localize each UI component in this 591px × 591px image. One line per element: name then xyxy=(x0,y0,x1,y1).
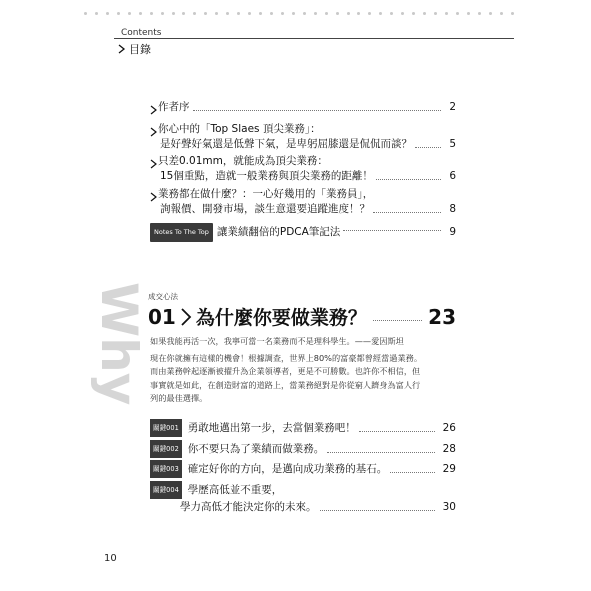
dot-leader xyxy=(415,147,441,148)
key-entry[interactable] xyxy=(150,440,456,458)
toc-entry-text: 是好聲好氣還是低聲下氣，是卑躬屈膝還是侃侃而談？ xyxy=(160,138,412,150)
dot-leader xyxy=(193,110,442,111)
chevron-right-icon xyxy=(118,44,126,54)
chapter-title: 為什麼你要做業務？ xyxy=(195,307,367,329)
key-badge: 關鍵001 xyxy=(150,419,182,437)
key-badge: 關鍵004 xyxy=(150,481,182,499)
toc-heading xyxy=(118,41,151,57)
chapter-number: 01 xyxy=(148,304,176,329)
chapter-quote: 如果我能再活一次，我寧可當一名業務而不是理科學生。——愛因斯坦 xyxy=(150,336,404,346)
toc-entry-text: 詢報價、開發市場，談生意還要追蹤進度！？ xyxy=(160,203,370,215)
dot-leader xyxy=(327,452,435,453)
toc-page-number: 2 xyxy=(449,101,456,113)
section-label: Contents xyxy=(121,28,162,38)
key-entry[interactable] xyxy=(150,460,456,478)
chapter-label: 成交心法 xyxy=(148,292,178,301)
toc-title: 目錄 xyxy=(129,43,151,56)
key-entry-text: 你不要只為了業績而做業務。 xyxy=(187,443,325,455)
key-page-number: 29 xyxy=(442,463,456,475)
chapter-heading[interactable] xyxy=(148,303,456,330)
toc-page-number: 9 xyxy=(449,226,456,238)
toc-entry[interactable] xyxy=(150,187,456,217)
chapter-paragraph xyxy=(150,352,460,406)
toc-page-number: 6 xyxy=(449,170,456,182)
dot-leader xyxy=(359,431,435,432)
key-page-number: 28 xyxy=(442,443,456,455)
paragraph-line: 列的最佳選擇。 xyxy=(150,393,208,404)
key-entry-text: 確定好你的方向，是邁向成功業務的基石。 xyxy=(187,463,388,475)
toc-entry-text: 只差0.01mm，就能成為頂尖業務： xyxy=(158,155,328,167)
toc-entry-notes[interactable] xyxy=(150,223,456,242)
toc-entry-text: 讓業績翻倍的PDCA筆記法 xyxy=(216,226,341,238)
chevron-right-icon xyxy=(150,192,158,202)
toc-entry-text: 你心中的「Top Slaes 頂尖業務」： xyxy=(158,123,321,135)
key-page-number: 30 xyxy=(442,501,456,513)
page-number: 10 xyxy=(104,553,117,564)
paragraph-line: 事實就是如此，在創造財富的道路上，當業務絕對是你從窮人躋身為富人行 xyxy=(150,379,421,390)
chevron-right-icon xyxy=(150,159,158,169)
toc-page-number: 8 xyxy=(449,203,456,215)
key-entry-text: 勇敢地邁出第一步，去當個業務吧！ xyxy=(187,422,356,434)
notes-badge: Notes To The Top xyxy=(150,223,213,242)
chapter-page-number: 23 xyxy=(428,304,456,329)
toc-entry-text: 作者序 xyxy=(158,101,190,113)
toc-entry[interactable] xyxy=(150,154,456,184)
chevron-right-icon xyxy=(180,307,192,327)
toc-entry[interactable] xyxy=(150,100,456,115)
top-dot-border xyxy=(84,12,514,20)
chevron-right-icon xyxy=(150,127,158,137)
dot-leader xyxy=(390,472,435,473)
dot-leader xyxy=(376,179,441,180)
dot-leader xyxy=(320,510,436,511)
toc-entry-text: 業務都在做什麼？：一心好幾用的「業務員」， xyxy=(158,188,374,200)
side-word-container xyxy=(90,282,150,406)
key-badge: 關鍵002 xyxy=(150,440,182,458)
key-entry-text: 學歷高低並不重要， xyxy=(187,484,283,496)
paragraph-line: 現在你就擁有這樣的機會！根據調查，世界上80%的富豪都曾經當過業務。 xyxy=(150,353,423,363)
key-badge: 關鍵003 xyxy=(150,460,182,478)
toc-entry[interactable] xyxy=(150,122,456,152)
key-page-number: 26 xyxy=(442,422,456,434)
toc-page-number: 5 xyxy=(449,138,456,150)
key-entry-text: 學力高低才能決定你的未來。 xyxy=(180,501,317,513)
chevron-right-icon xyxy=(150,105,158,115)
key-entry[interactable] xyxy=(150,419,456,437)
toc-entry-text: 15個重點，造就一般業務與頂尖業務的距離！ xyxy=(160,170,373,182)
key-entry[interactable] xyxy=(150,481,456,515)
dot-leader xyxy=(373,320,422,321)
side-decorative-word: Why xyxy=(90,282,148,406)
header-divider xyxy=(114,38,514,39)
dot-leader xyxy=(343,230,441,231)
paragraph-line: 而由業務幹起逐漸被擢升為企業領導者，更是不可勝數。也許你不相信，但 xyxy=(150,366,421,377)
dot-leader xyxy=(373,212,441,213)
